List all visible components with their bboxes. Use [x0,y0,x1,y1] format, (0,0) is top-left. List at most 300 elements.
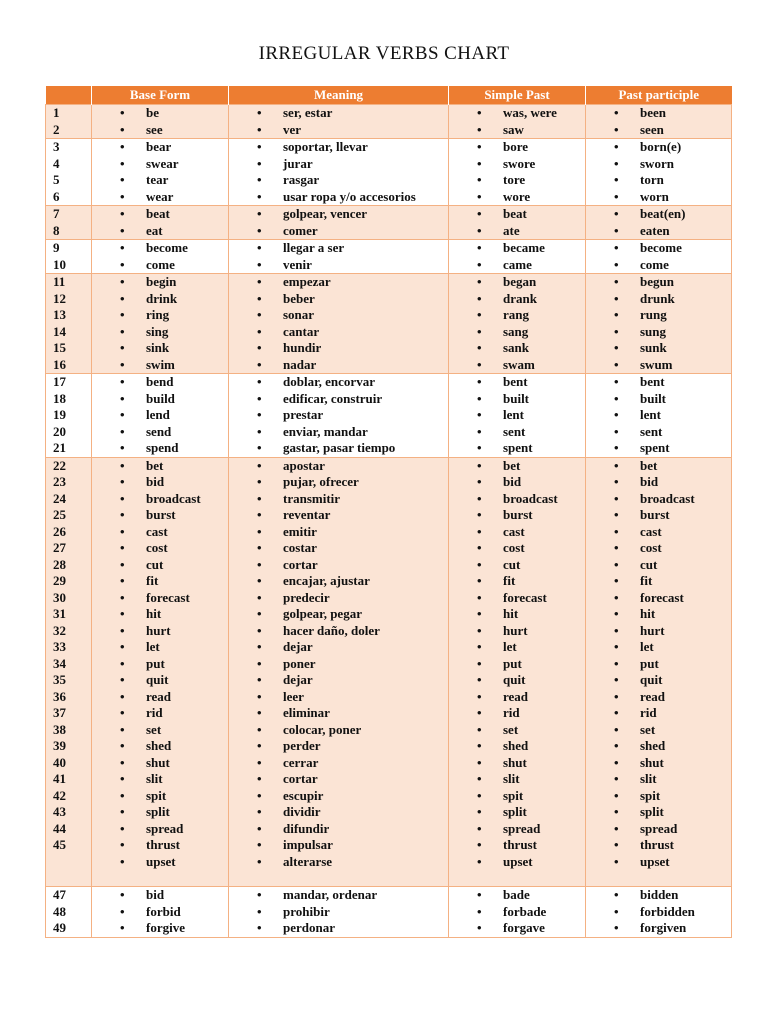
simple-past: • hit [449,606,585,623]
past-participle: • cut [586,557,731,574]
meaning-cell [229,240,449,274]
meaning: • llegar a ser [229,240,448,257]
verb-number: 8 [53,222,60,238]
verb-number: 5 [53,172,60,187]
simple-past: • came [449,257,585,274]
past-participle: • hurt [586,623,731,640]
base-form: • quit [92,672,228,689]
past-participle: • let [586,639,731,656]
verb-number-cell [46,240,92,274]
simple-past: • swam [449,357,585,374]
meaning: • ser, estar [229,105,448,122]
meaning: • golpear, vencer [229,206,448,223]
base-form: • bet [92,458,228,475]
past-participle: • read [586,689,731,706]
past-participle: • burst [586,507,731,524]
base-form-cell [92,457,229,887]
base-form: • sink [92,340,228,357]
verb-number: 22 [53,457,66,473]
simple-past: • shed [449,738,585,755]
group-spacer [92,870,228,886]
base-form-cell [92,240,229,274]
past-participle: • rung [586,307,731,324]
base-form: • beat [92,206,228,223]
meaning: • usar ropa y/o accesorios [229,189,448,206]
base-form: • bid [92,887,228,904]
verb-number: 36 [53,688,66,704]
past-participle-cell [586,139,732,206]
group-spacer [586,870,731,886]
meaning: • impulsar [229,837,448,854]
simple-past: • sank [449,340,585,357]
verb-number: 30 [53,589,66,605]
meaning: • sonar [229,307,448,324]
meaning: • ver [229,122,448,139]
simple-past: • lent [449,407,585,424]
table-body [46,105,732,938]
simple-past: • cost [449,540,585,557]
verb-number: 16 [53,356,66,372]
meaning: • hundir [229,340,448,357]
simple-past: • beat [449,206,585,223]
meaning: • eliminar [229,705,448,722]
past-participle: • forgiven [586,920,731,937]
past-participle: • torn [586,172,731,189]
verb-number: 2 [53,121,60,137]
meaning: • reventar [229,507,448,524]
verb-number [53,854,91,871]
base-form: • spend [92,440,228,457]
meaning-cell [229,139,449,206]
simple-past-cell [449,206,586,240]
verb-number: 42 [53,787,66,803]
base-form: • bid [92,474,228,491]
meaning: • transmitir [229,491,448,508]
meaning: • gastar, pasar tiempo [229,440,448,457]
header-simple-past: Simple Past [449,86,586,105]
meaning: • predecir [229,590,448,607]
verb-number: 32 [53,622,66,638]
past-participle-cell [586,274,732,374]
verb-number: 23 [53,474,66,489]
past-participle-cell [586,240,732,274]
base-form: • split [92,804,228,821]
past-participle: • drunk [586,291,731,308]
meaning: • rasgar [229,172,448,189]
meaning-cell [229,374,449,458]
simple-past-cell [449,240,586,274]
simple-past: • spent [449,440,585,457]
meaning: • escupir [229,788,448,805]
simple-past: • tore [449,172,585,189]
verb-number: 48 [53,903,66,919]
past-participle: • been [586,105,731,122]
verb-number: 37 [53,705,66,720]
meaning: • dejar [229,639,448,656]
verb-number-cell [46,374,92,458]
base-form: • wear [92,189,228,206]
base-form-cell [92,274,229,374]
simple-past: • read [449,689,585,706]
base-form: • spread [92,821,228,838]
verb-number-cell [46,105,92,139]
past-participle: • bent [586,374,731,391]
meaning: • perdonar [229,920,448,937]
verb-group-row [46,457,732,887]
meaning: • prohibir [229,904,448,921]
past-participle: • spit [586,788,731,805]
verb-number: 6 [53,188,60,204]
base-form-cell [92,139,229,206]
base-form: • hit [92,606,228,623]
verb-group-row [46,240,732,274]
simple-past: • forecast [449,590,585,607]
meaning: • pujar, ofrecer [229,474,448,491]
verb-number: 45 [53,837,66,852]
base-form: • thrust [92,837,228,854]
simple-past: • set [449,722,585,739]
simple-past: • bet [449,458,585,475]
base-form: • begin [92,274,228,291]
past-participle: • begun [586,274,731,291]
past-participle: • swum [586,357,731,374]
verb-number: 43 [53,804,66,819]
simple-past: • burst [449,507,585,524]
meaning: • comer [229,223,448,240]
simple-past: • thrust [449,837,585,854]
verb-number: 25 [53,507,66,522]
simple-past: • sent [449,424,585,441]
simple-past: • let [449,639,585,656]
verb-number: 20 [53,423,66,439]
meaning: • prestar [229,407,448,424]
meaning: • alterarse [229,854,448,871]
past-participle: • put [586,656,731,673]
past-participle: • built [586,391,731,408]
meaning: • leer [229,689,448,706]
base-form: • forecast [92,590,228,607]
past-participle: • bid [586,474,731,491]
meaning: • cantar [229,324,448,341]
past-participle-cell [586,206,732,240]
base-form: • cast [92,524,228,541]
simple-past: • spit [449,788,585,805]
base-form: • shed [92,738,228,755]
simple-past: • quit [449,672,585,689]
verb-number: 31 [53,606,66,621]
meaning-cell [229,105,449,139]
past-participle: • worn [586,189,731,206]
base-form: • hurt [92,623,228,640]
simple-past-cell [449,105,586,139]
base-form: • bear [92,139,228,156]
verb-number-cell [46,206,92,240]
verb-number-cell [46,457,92,887]
base-form: • lend [92,407,228,424]
base-form: • put [92,656,228,673]
group-spacer [229,870,448,886]
verb-number: 11 [53,274,66,289]
base-form: • build [92,391,228,408]
base-form: • forbid [92,904,228,921]
base-form-cell [92,374,229,458]
base-form: • ring [92,307,228,324]
verb-group-row [46,374,732,458]
base-form: • swear [92,156,228,173]
past-participle-cell [586,457,732,887]
verb-number: 28 [53,556,66,572]
simple-past: • bade [449,887,585,904]
base-form: • forgive [92,920,228,937]
meaning: • costar [229,540,448,557]
header-meaning: Meaning [229,86,449,105]
meaning: • nadar [229,357,448,374]
past-participle: • broadcast [586,491,731,508]
simple-past: • ate [449,223,585,240]
simple-past-cell [449,887,586,938]
simple-past: • saw [449,122,585,139]
group-spacer [53,870,91,886]
verb-number: 12 [53,290,66,306]
simple-past: • bore [449,139,585,156]
verb-number: 35 [53,672,66,687]
verb-group-row [46,274,732,374]
verb-number-cell [46,887,92,938]
simple-past: • wore [449,189,585,206]
past-participle: • forbidden [586,904,731,921]
verb-number: 18 [53,390,66,406]
base-form: • become [92,240,228,257]
verb-number: 39 [53,738,66,753]
verb-number: 19 [53,407,66,422]
verb-number: 26 [53,523,66,539]
group-spacer [449,870,585,886]
verb-number: 27 [53,540,66,555]
past-participle-cell [586,887,732,938]
past-participle: • slit [586,771,731,788]
verb-number: 7 [53,206,60,221]
simple-past: • fit [449,573,585,590]
meaning-cell [229,206,449,240]
past-participle: • bidden [586,887,731,904]
meaning: • hacer daño, doler [229,623,448,640]
past-participle: • spent [586,440,731,457]
base-form: • sing [92,324,228,341]
verb-number: 40 [53,754,66,770]
meaning-cell [229,457,449,887]
base-form: • broadcast [92,491,228,508]
page-title: IRREGULAR VERBS CHART [258,43,510,64]
meaning: • dejar [229,672,448,689]
meaning: • doblar, encorvar [229,374,448,391]
simple-past: • cast [449,524,585,541]
verb-group-row [46,105,732,139]
base-form: • slit [92,771,228,788]
meaning-cell [229,274,449,374]
meaning: • beber [229,291,448,308]
base-form: • cut [92,557,228,574]
meaning: • cortar [229,771,448,788]
meaning: • venir [229,257,448,274]
meaning-cell [229,887,449,938]
irregular-verbs-table [45,86,732,938]
base-form: • see [92,122,228,139]
meaning: • enviar, mandar [229,424,448,441]
verb-number: 49 [53,920,66,935]
simple-past: • built [449,391,585,408]
verb-number: 3 [53,139,60,154]
verb-group-row [46,887,732,938]
verb-number: 41 [53,771,66,786]
past-participle: • cast [586,524,731,541]
simple-past: • spread [449,821,585,838]
base-form: • come [92,257,228,274]
base-form: • tear [92,172,228,189]
header-base-form: Base Form [92,86,229,105]
simple-past-cell [449,374,586,458]
table-header-row [46,86,732,105]
simple-past: • began [449,274,585,291]
simple-past: • forbade [449,904,585,921]
simple-past: • became [449,240,585,257]
verb-number: 44 [53,820,66,836]
base-form: • drink [92,291,228,308]
past-participle: • sung [586,324,731,341]
meaning: • mandar, ordenar [229,887,448,904]
past-participle: • fit [586,573,731,590]
simple-past-cell [449,274,586,374]
base-form: • bend [92,374,228,391]
verb-number: 29 [53,573,66,588]
past-participle-cell [586,374,732,458]
past-participle: • seen [586,122,731,139]
verb-group-row [46,206,732,240]
meaning: • cortar [229,557,448,574]
verb-number-cell [46,139,92,206]
verb-number: 34 [53,655,66,671]
simple-past: • upset [449,854,585,871]
verb-number: 4 [53,155,60,171]
meaning: • perder [229,738,448,755]
past-participle: • spread [586,821,731,838]
simple-past-cell [449,139,586,206]
simple-past: • cut [449,557,585,574]
past-participle: • bet [586,458,731,475]
past-participle: • come [586,257,731,274]
base-form: • let [92,639,228,656]
verb-number: 14 [53,323,66,339]
past-participle: • sunk [586,340,731,357]
meaning: • edificar, construir [229,391,448,408]
verb-number-cell [46,274,92,374]
verb-number: 13 [53,307,66,322]
meaning: • poner [229,656,448,673]
meaning: • empezar [229,274,448,291]
past-participle: • hit [586,606,731,623]
simple-past-cell [449,457,586,887]
past-participle: • eaten [586,223,731,240]
base-form-cell [92,105,229,139]
verb-number: 17 [53,374,66,389]
past-participle: • thrust [586,837,731,854]
past-participle: • shed [586,738,731,755]
past-participle: • quit [586,672,731,689]
verb-number: 1 [53,105,60,120]
base-form: • shut [92,755,228,772]
past-participle-cell [586,105,732,139]
meaning: • colocar, poner [229,722,448,739]
simple-past: • hurt [449,623,585,640]
meaning: • emitir [229,524,448,541]
base-form: • upset [92,854,228,871]
base-form: • spit [92,788,228,805]
simple-past: • forgave [449,920,585,937]
meaning: • dividir [229,804,448,821]
simple-past: • slit [449,771,585,788]
past-participle: • set [586,722,731,739]
meaning: • jurar [229,156,448,173]
simple-past: • drank [449,291,585,308]
simple-past: • sang [449,324,585,341]
base-form: • swim [92,357,228,374]
verb-group-row [46,139,732,206]
simple-past: • bid [449,474,585,491]
base-form: • cost [92,540,228,557]
past-participle: • shut [586,755,731,772]
simple-past: • put [449,656,585,673]
base-form: • eat [92,223,228,240]
simple-past: • shut [449,755,585,772]
past-participle: • become [586,240,731,257]
simple-past: • swore [449,156,585,173]
meaning: • difundir [229,821,448,838]
base-form: • read [92,689,228,706]
meaning: • golpear, pegar [229,606,448,623]
simple-past: • split [449,804,585,821]
past-participle: • split [586,804,731,821]
base-form: • send [92,424,228,441]
header-past-participle: Past participle [586,86,732,105]
simple-past: • was, were [449,105,585,122]
past-participle: • upset [586,854,731,871]
past-participle: • lent [586,407,731,424]
past-participle: • born(e) [586,139,731,156]
base-form: • fit [92,573,228,590]
meaning: • apostar [229,458,448,475]
meaning: • soportar, llevar [229,139,448,156]
base-form: • be [92,105,228,122]
past-participle: • sworn [586,156,731,173]
verb-number: 24 [53,490,66,506]
base-form-cell [92,887,229,938]
base-form: • burst [92,507,228,524]
verb-number: 33 [53,639,66,654]
past-participle: • cost [586,540,731,557]
past-participle: • rid [586,705,731,722]
simple-past: • rang [449,307,585,324]
past-participle: • sent [586,424,731,441]
simple-past: • broadcast [449,491,585,508]
past-participle: • forecast [586,590,731,607]
base-form: • set [92,722,228,739]
verb-number: 10 [53,256,66,272]
base-form: • rid [92,705,228,722]
meaning: • encajar, ajustar [229,573,448,590]
verb-number: 21 [53,440,66,455]
verb-number: 15 [53,340,66,355]
verb-number: 38 [53,721,66,737]
meaning: • cerrar [229,755,448,772]
